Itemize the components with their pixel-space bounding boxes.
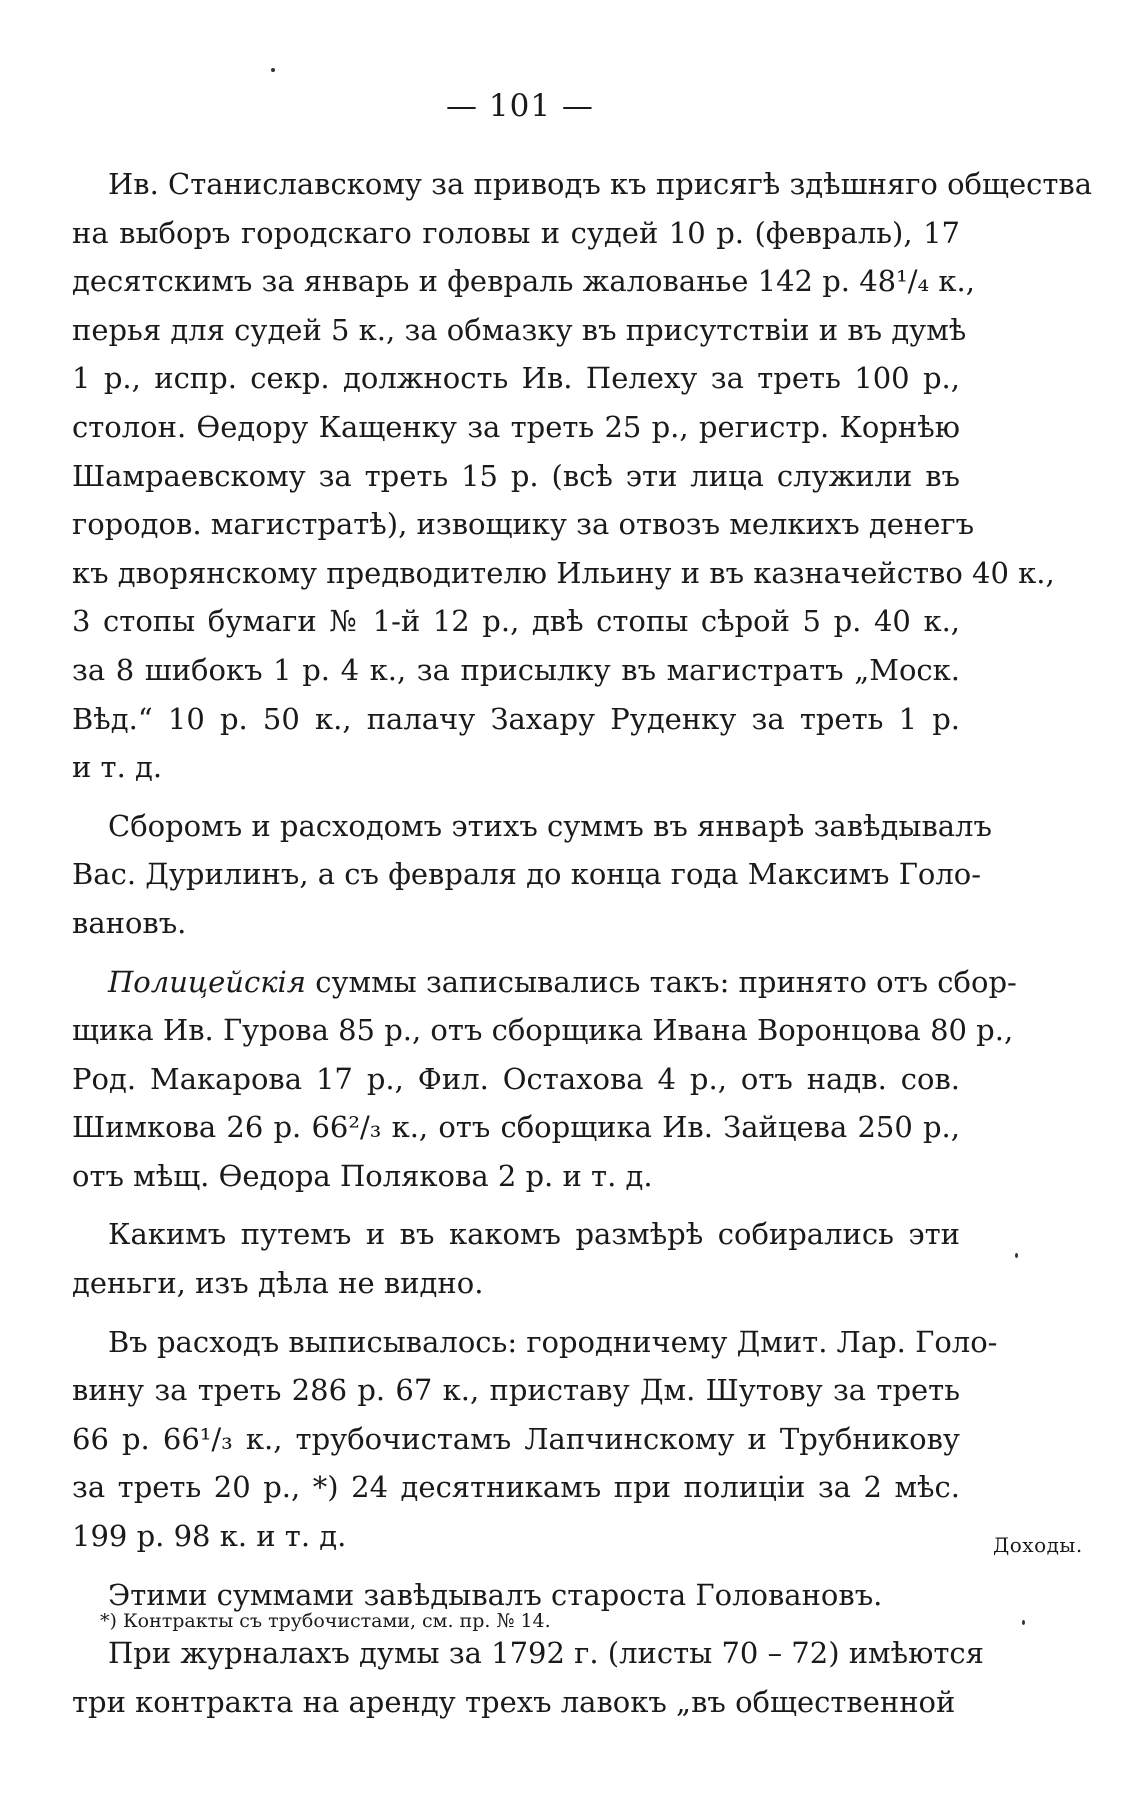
- text-line: 66 р. 66¹/₃ к., трубочистамъ Лапчинскому и Трубникову: [72, 1421, 960, 1456]
- paragraph: [72, 1318, 998, 1561]
- text-line: къ дворянскому предводителю Ильину и въ казначейство 40 к.,: [72, 555, 1055, 590]
- text-line: на выборъ городскаго головы и судей 10 р. (февраль), 17: [72, 215, 960, 250]
- italic-term: Полицейскія: [108, 964, 307, 999]
- text-line: При журналахъ думы за 1792 г. (листы 70 – 72) имѣются: [108, 1636, 984, 1671]
- text-line: за 8 шибокъ 1 р. 4 к., за присылку въ магистратъ „Моск.: [72, 652, 960, 687]
- scan-speck: [1015, 1253, 1018, 1258]
- paragraph: [72, 1629, 984, 1726]
- paragraph: [72, 958, 1017, 1201]
- text-line: Вас. Дурилинъ, а съ февраля до конца года Максимъ Голо-: [72, 857, 982, 892]
- text-line: Этими суммами завѣдывалъ староста Головановъ.: [108, 1577, 883, 1612]
- text-line: Вѣд.“ 10 р. 50 к., палачу Захару Руденку за треть 1 р.: [72, 701, 960, 736]
- text-line: вину за треть 286 р. 67 к., приставу Дм. Шутову за треть: [72, 1373, 960, 1408]
- text-line: столон. Ѳедору Кащенку за треть 25 р., регистр. Корнѣю: [72, 409, 960, 444]
- text-line: отъ мѣщ. Ѳедора Полякова 2 р. и т. д.: [72, 1158, 653, 1193]
- footnote: *) Контракты съ трубочистами, см. пр. № 14.: [100, 1610, 551, 1632]
- text-line: 1 р., испр. секр. должность Ив. Пелеху за треть 100 р.,: [72, 361, 960, 396]
- text-line: и т. д.: [72, 750, 163, 785]
- text-line: 3 стопы бумаги № 1-й 12 р., двѣ стопы сѣрой 5 р. 40 к.,: [72, 604, 960, 639]
- page-number: — 101 —: [446, 88, 594, 124]
- text-line: Какимъ путемъ и въ какомъ размѣрѣ собирались эти: [108, 1217, 960, 1252]
- text-line: Въ расходъ выписывалось: городничему Дмит. Лар. Голо-: [108, 1324, 998, 1359]
- text-line: щика Ив. Гурова 85 р., отъ сборщика Ивана Воронцова 80 р.,: [72, 1013, 1014, 1048]
- paragraph: [72, 1210, 960, 1307]
- text-line: за треть 20 р., *) 24 десятникамъ при полиціи за 2 мѣс.: [72, 1470, 960, 1505]
- paragraph: [72, 160, 1093, 792]
- text-line: Шамраевскому за треть 15 р. (всѣ эти лица служили въ: [72, 458, 960, 493]
- paragraph: [72, 802, 992, 948]
- text-line: Сборомъ и расходомъ этихъ суммъ въ январѣ завѣдывалъ: [108, 808, 992, 843]
- text-line: перья для судей 5 к., за обмазку въ присутствіи и въ думѣ: [72, 312, 967, 347]
- text-line: три контракта на аренду трехъ лавокъ „въ общественной: [72, 1684, 956, 1719]
- scan-speck: [271, 68, 275, 72]
- text-line: вановъ.: [72, 905, 187, 940]
- text-line: Ив. Станиславскому за приводъ къ присягѣ здѣшняго общества: [108, 167, 1093, 201]
- text-line: десятскимъ за январь и февраль жалованье 142 р. 48¹/₄ к.,: [72, 264, 975, 299]
- text-line: городов. магистратѣ), извощику за отвозъ мелкихъ денегъ: [72, 507, 975, 542]
- text-line: Шимкова 26 р. 66²/₃ к., отъ сборщика Ив. Зайцева 250 р.,: [72, 1110, 960, 1145]
- marginal-note: Доходы.: [993, 1533, 1083, 1557]
- text-line: Полицейскія суммы записывались такъ: принято отъ сбор-: [108, 964, 1017, 999]
- text-line: Род. Макарова 17 р., Фил. Остахова 4 р., отъ надв. сов.: [72, 1061, 960, 1096]
- scan-speck: [1022, 1620, 1025, 1625]
- text-line: деньги, изъ дѣла не видно.: [72, 1266, 484, 1301]
- text-line: 199 р. 98 к. и т. д.: [72, 1519, 347, 1554]
